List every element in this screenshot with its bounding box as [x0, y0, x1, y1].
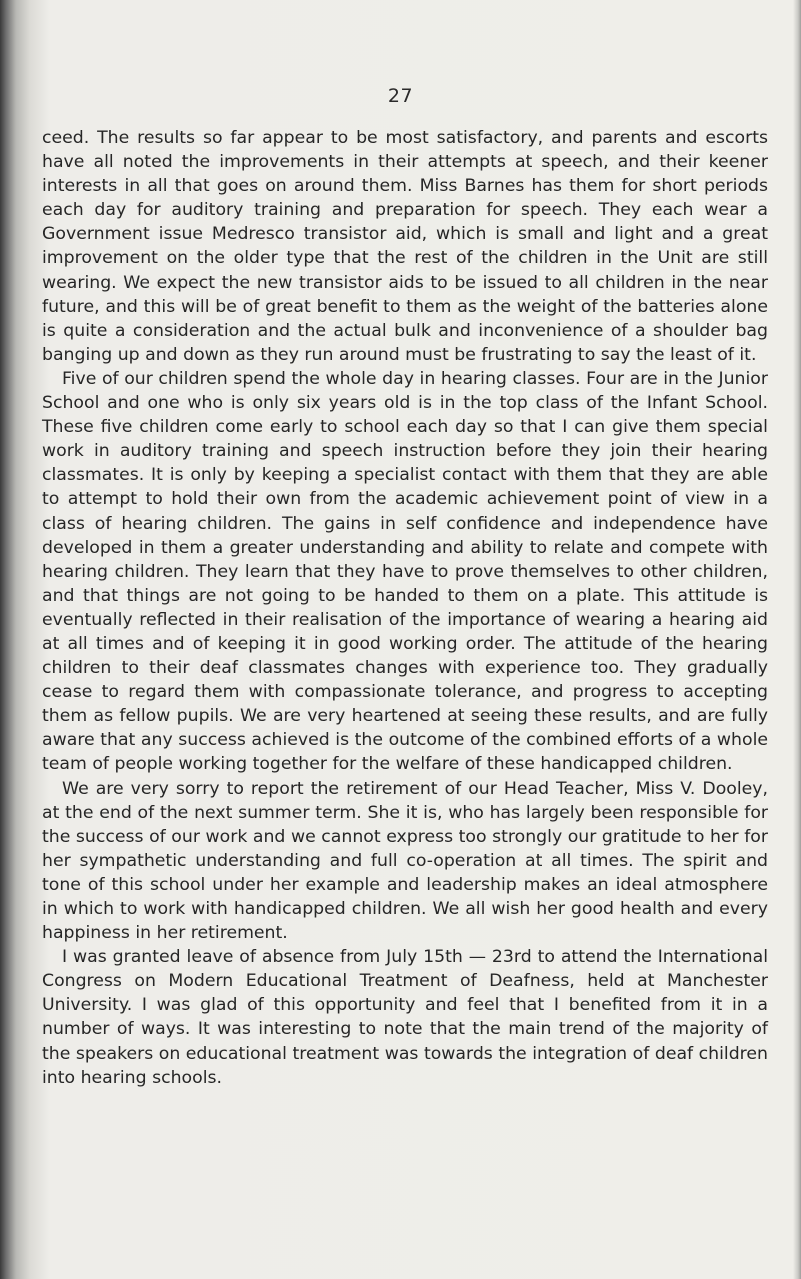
- page-edge-shadow: [793, 0, 801, 1279]
- paragraph-4: I was granted leave of absence from July 15th — 23rd to attend the International Congress on Modern Educational Treatment of Deafness, held at Manchester University. I was glad of this opportunity and feel that I benefited from it in a number of ways. It was interesting to note that the main trend of the majority of the speakers on educational treatment was towards the integration of deaf children into hearing schools.: [42, 947, 768, 1088]
- paragraph-2: Five of our children spend the whole day in hearing classes. Four are in the Junior School and one who is only six years old is in the top class of the Infant School. These five children come early to school each day so that I can give them special work in auditory training and speech instruction before they join their hearing classmates. It is only by keeping a specialist contact with them that they are able to attempt to hold their own from the academic achievement point of view in a class of hearing children. The gains in self confidence and independence have developed in them a greater understanding and ability to relate and compete with hearing children. They learn that they have to prove themselves to other children, and that things are not going to be handed to them on a plate. This attitude is eventually reflected in their realisation of the importance of wearing a hearing aid at all times and of keeping it in good working order. The attitude of the hearing children to their deaf classmates changes with experience too. They gradually cease to regard them with compassionate tolerance, and progress to accepting them as fellow pupils. We are very heartened at seeing these results, and are fully aware that any success achieved is the outcome of the combined efforts of a whole team of people working together for the welfare of these handicapped children.: [42, 368, 768, 775]
- page-number: 27: [387, 85, 414, 107]
- paragraph-3: We are very sorry to report the retirement of our Head Teacher, Miss V. Dooley, at the end of the next summer term. She it is, who has largely been responsible for the success of our work and we cannot express too strongly our gratitude to her for her sympathetic understanding and full co-operation at all times. The spirit and tone of this school under her example and leadership makes an ideal atmosphere in which to work with handicapped children. We all wish her good health and every happiness in her retirement.: [42, 778, 768, 944]
- body-text: [42, 126, 768, 1090]
- paragraph-1: ceed. The results so far appear to be most satisfactory, and parents and escorts have all noted the improvements in their attempts at speech, and their keener interests in all that goes on around them. Miss Barnes has them for short periods each day for auditory training and preparation for speech. They each wear a Government issue Medresco transistor aid, which is small and light and a great improvement on the older type that the rest of the children in the Unit are still wearing. We expect the new transistor aids to be issued to all children in the near future, and this will be of great benefit to them as the weight of the batteries alone is quite a consideration and the actual bulk and inconvenience of a shoulder bag banging up and down as they run around must be frustrating to say the least of it.: [42, 128, 768, 365]
